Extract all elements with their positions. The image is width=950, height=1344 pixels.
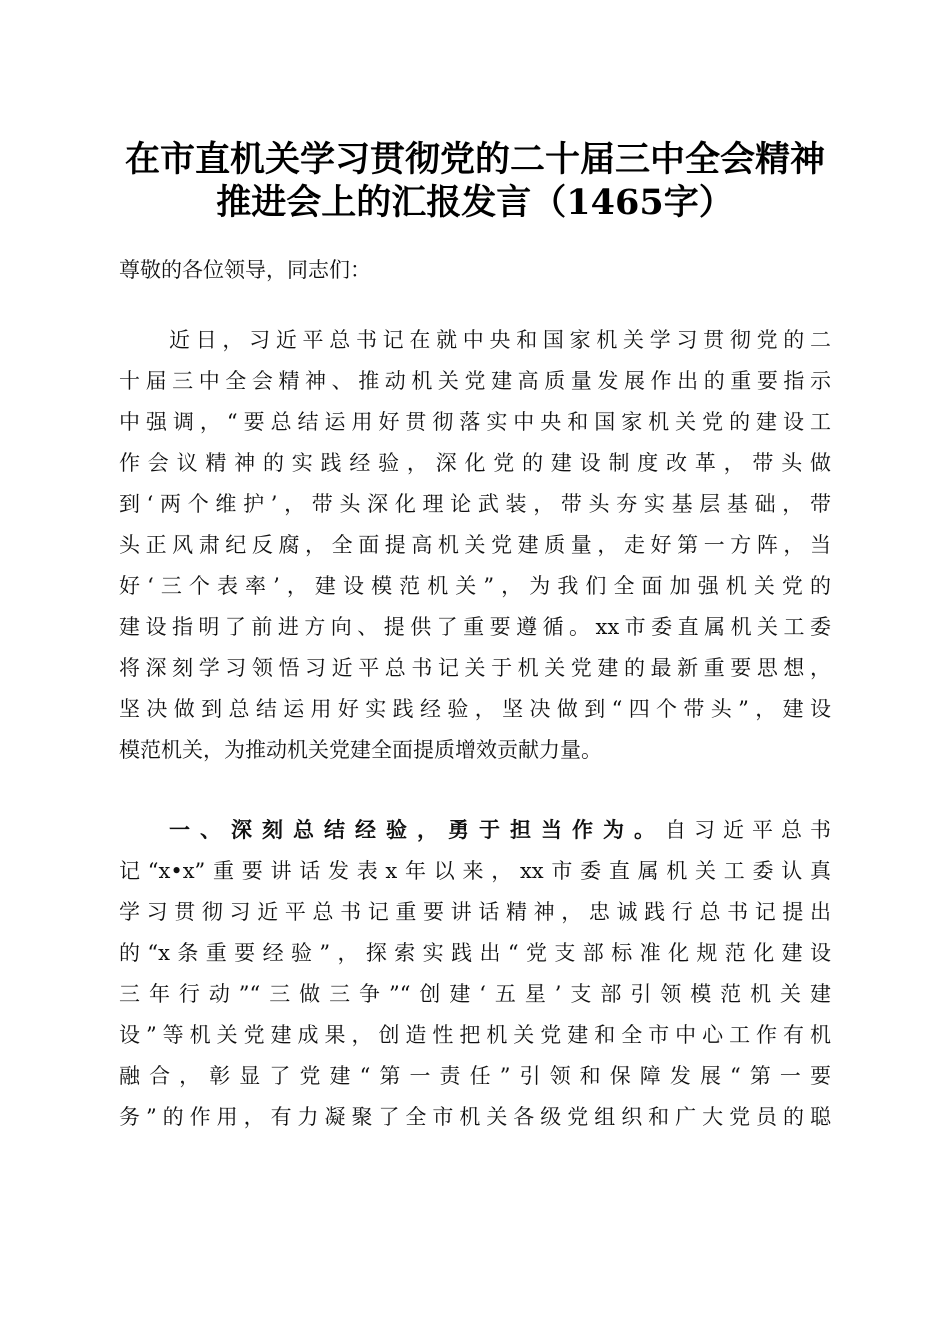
paragraph-line: 设”等机关党建成果，创造性把机关党建和全市中心工作有机 <box>119 1023 831 1047</box>
paragraph-line: 学习贯彻习近平总书记重要讲话精神，忠诚践行总书记提出 <box>119 900 831 924</box>
paragraph-line: 的“x条重要经验”，探索实践出“党支部标准化规范化建设 <box>119 941 831 965</box>
document-title-line-2: 推进会上的汇报发言（1465字） <box>216 182 734 223</box>
paragraph-line: 中强调，“要总结运用好贯彻落实中央和国家机关党的建设工 <box>119 410 831 434</box>
paragraph-line: 到‘两个维护’，带头深化理论武装，带头夯实基层基础，带 <box>119 492 831 516</box>
paragraph-line: 作会议精神的实践经验，深化党的建设制度改革，带头做 <box>119 451 831 475</box>
paragraph-line: 建设指明了前进方向、提供了重要遵循。xx市委直属机关工委 <box>119 615 831 639</box>
paragraph-line: 头正风肃纪反腐，全面提高机关党建质量，走好第一方阵，当 <box>119 533 831 557</box>
salutation: 尊敬的各位领导，同志们： <box>119 258 371 282</box>
paragraph-line: 将深刻学习领悟习近平总书记关于机关党建的最新重要思想， <box>119 656 831 680</box>
paragraph-line: 好‘三个表率’，建设模范机关”，为我们全面加强机关党的 <box>119 574 831 598</box>
paragraph-line: 务”的作用，有力凝聚了全市机关各级党组织和广大党员的聪 <box>119 1105 831 1129</box>
paragraph-line: 模范机关，为推动机关党建全面提质增效贡献力量。 <box>119 738 602 762</box>
paragraph-line: 十届三中全会精神、推动机关党建高质量发展作出的重要指示 <box>119 369 831 393</box>
paragraph-line-rest: 自习近平总书 <box>665 818 831 842</box>
document-title-line-1: 在市直机关学习贯彻党的二十届三中全会精神 <box>124 139 825 180</box>
paragraph-line: 坚决做到总结运用好实践经验，坚决做到“四个带头”，建设 <box>119 697 831 721</box>
paragraph-line: 三年行动”“三做三争”“创建‘五星’支部引领模范机关建 <box>119 982 831 1006</box>
paragraph-1 <box>119 320 831 771</box>
paragraph-2 <box>119 810 831 1138</box>
section-heading: 一、深刻总结经验，勇于担当作为。 <box>169 818 665 842</box>
paragraph-line: 融合，彰显了党建“第一责任”引领和保障发展“第一要 <box>119 1064 831 1088</box>
paragraph-line-first <box>119 810 831 851</box>
paragraph-line: 近日，习近平总书记在就中央和国家机关学习贯彻党的二 <box>169 328 831 352</box>
paragraph-line: 记“x•x”重要讲话发表x年以来，xx市委直属机关工委认真 <box>119 859 831 883</box>
